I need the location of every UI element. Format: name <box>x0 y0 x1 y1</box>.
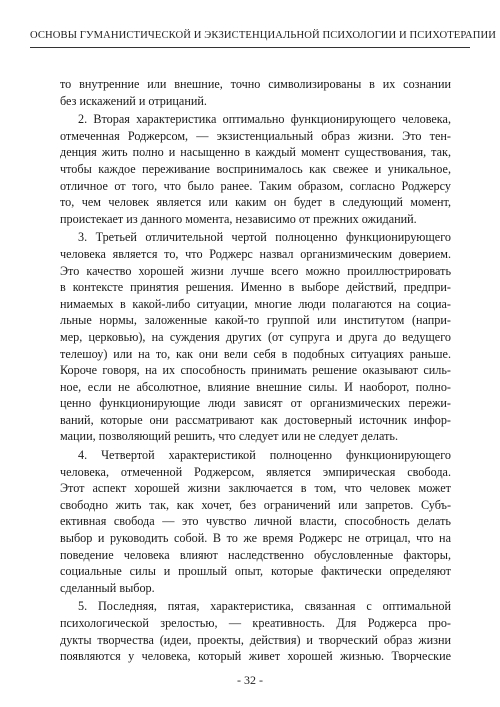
paragraph-characteristic-3 <box>60 229 451 445</box>
text-line: мации, позволяющий решить, что следует или не следует делать. <box>60 429 399 444</box>
text-line: человека, отмеченной Роджерсом, является эмпирическая свобода. <box>60 464 451 479</box>
text-line: мер, церковью), на суждения других (от супруга и друга до ведущего <box>60 329 451 344</box>
text-line: поведение человека влияют наследственно обусловленные факторы, <box>60 547 451 562</box>
paragraph-continuation <box>60 76 451 109</box>
text-line: социальные силы и прошлый опыт, которые фактически определяют <box>60 564 451 579</box>
text-line: ное, если не абсолютное, влияние внешние силы. И наоборот, полно- <box>60 379 451 394</box>
text-line: человека является то, что Роджерс назвал организмическим доверием. <box>60 246 451 261</box>
text-line: ективная свобода — это чувство личной власти, способность делать <box>60 514 451 529</box>
text-line: 3. Третьей отличительной чертой полноценно функционирующего <box>78 230 451 245</box>
paragraph-characteristic-2 <box>60 111 451 227</box>
text-line: 5. Последняя, пятая, характеристика, связанная с оптимальной <box>78 599 451 614</box>
text-line: отмеченная Роджерсом, — экзистенциальный образ жизни. Это тен- <box>60 128 451 143</box>
page-number: - 32 - <box>237 673 263 687</box>
text-line: Этот аспект хорошей жизни заключается в том, что человек может <box>60 481 451 496</box>
text-line: то, чем человек является или каким он будет в следующий момент, <box>60 195 451 210</box>
text-line: ценно функционирующие люди зависят от организмических пережи- <box>60 396 451 411</box>
text-line: проистекает из данного момента, независимо от прежних ожиданий. <box>60 211 417 226</box>
paragraph-characteristic-4 <box>60 447 451 596</box>
text-line: появляются у человека, который живет хорошей жизнью. Творческие <box>60 649 451 664</box>
text-line: дукты творчества (идеи, проекты, действия) и творческий образ жизни <box>60 632 451 647</box>
text-line: Короче говоря, на их способность принимать решение оказывают силь- <box>60 363 451 378</box>
text-line: денция жить полно и насыщенно в каждый момент существования, так, <box>60 145 451 160</box>
text-line: ваний, которые они рассматривают как достоверный источник инфор- <box>60 412 451 427</box>
text-line: выбор и руководить собой. В то же время Роджерс не отрицал, что на <box>60 531 451 546</box>
text-line: отличное от того, что было ранее. Таким образом, согласно Роджерсу <box>60 178 451 193</box>
text-line: чтобы каждое переживание воспринималось как свежее и уникальное, <box>60 161 451 176</box>
page-body <box>60 76 451 667</box>
text-line: телешоу) или на то, как они вели себя в подобных ситуациях раньше. <box>60 346 451 361</box>
text-line: Это качество хорошей жизни лучше всего можно проиллюстрировать <box>60 263 451 278</box>
text-line: льные нормы, заложенные какой-то группой или институтом (напри- <box>60 313 451 328</box>
text-line: сделанный выбор. <box>60 580 155 595</box>
text-line: 4. Четвертой характеристикой полноценно функционирующего <box>78 448 451 463</box>
text-line: без искажений и отрицаний. <box>60 93 207 108</box>
text-line: 2. Вторая характеристика оптимально функционирующего человека, <box>78 112 451 127</box>
running-header: ОСНОВЫ ГУМАНИСТИЧЕСКОЙ И ЭКЗИСТЕНЦИАЛЬНОЙ ПСИХОЛОГИИ И ПСИХОТЕРАПИИ <box>30 30 470 48</box>
text-line: свободно жить так, как хочет, без ограничений или запретов. Субъ- <box>60 497 451 512</box>
text-line: то внутренние или внешние, точно символизированы в их сознании <box>60 77 451 91</box>
text-line: психологической зрелостью, — креативность. Для Роджерса про- <box>60 616 451 630</box>
text-line: нимаемых в какой-либо ситуации, многие люди полагаются на социа- <box>60 296 451 311</box>
paragraph-characteristic-5 <box>60 598 451 664</box>
text-line: в контексте принятия решения. Именно в выборе действий, предпри- <box>60 280 451 295</box>
